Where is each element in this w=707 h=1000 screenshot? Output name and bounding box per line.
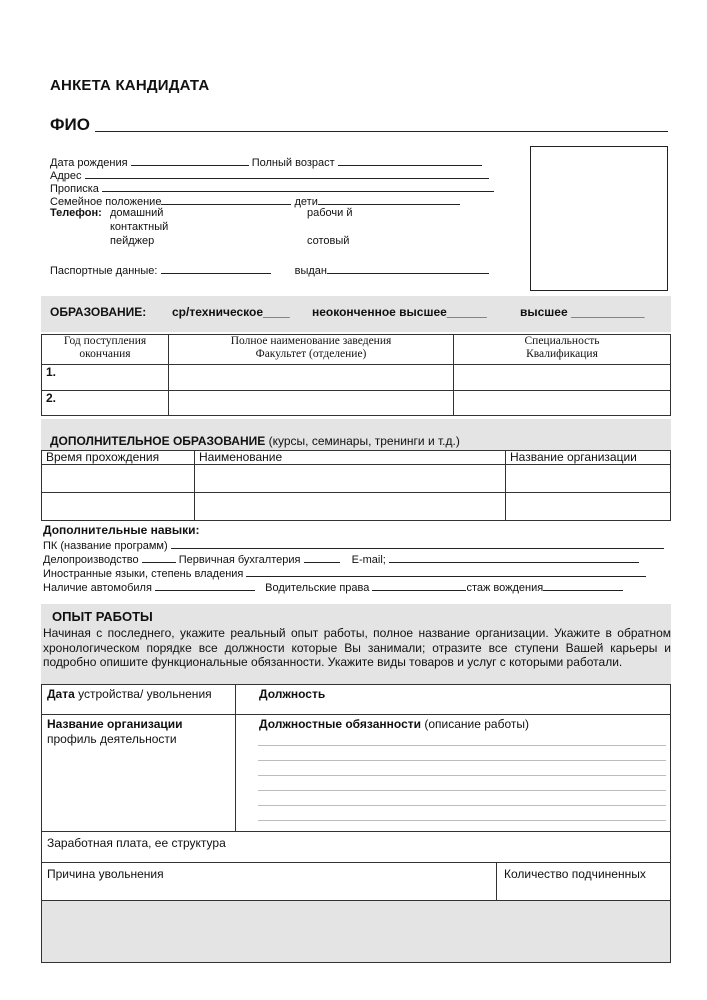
education-option-incomplete[interactable]: неоконченное высшее______	[312, 305, 487, 319]
mobile-label: сотовый	[307, 235, 350, 247]
birth-row	[50, 155, 482, 169]
accounting-field[interactable]	[304, 552, 340, 563]
full-age-field[interactable]	[338, 155, 482, 166]
table-cell[interactable]	[454, 391, 671, 416]
education-col-years: Год поступления окончания	[42, 335, 169, 365]
work-experience-intro: Начиная с последнего, укажите реальный опыт работы, полное название организации. Укажите в обратном хронологическом порядке все должности которые Вы занимали; отразите все ступени Вашей карьеры и подробно опишите функциональные обязанности. Укажите виды товаров и услуг с которыми работали.	[43, 626, 671, 669]
registration-field[interactable]	[102, 181, 494, 192]
pc-field[interactable]	[171, 538, 664, 549]
education-col-specialty: Специальность Квалификация	[454, 335, 671, 365]
phone-label: Телефон:	[50, 207, 102, 219]
table-cell[interactable]	[169, 391, 454, 416]
languages-row	[43, 566, 646, 580]
fio-field[interactable]	[95, 131, 668, 132]
registration-label: Прописка	[50, 183, 99, 195]
marital-row	[50, 194, 460, 208]
pager-label: пейджер	[110, 235, 155, 247]
duties-line[interactable]	[258, 805, 666, 806]
subordinates-label: Количество подчиненных	[504, 867, 646, 881]
education-option-higher[interactable]: высшее ___________	[520, 305, 645, 319]
pc-label: ПК (название программ)	[43, 540, 168, 552]
additional-education-table	[41, 450, 671, 521]
license-label: Водительские права	[265, 582, 370, 594]
pc-row	[43, 538, 664, 552]
table-cell[interactable]	[42, 465, 195, 493]
duties-line[interactable]	[258, 820, 666, 821]
duties-line[interactable]	[258, 775, 666, 776]
org-profile-label: профиль деятельности	[47, 732, 177, 746]
issued-field[interactable]	[327, 263, 489, 274]
table-cell[interactable]	[506, 465, 671, 493]
additional-education-header: ДОПОЛНИТЕЛЬНОЕ ОБРАЗОВАНИЕ	[50, 434, 266, 448]
table-cell[interactable]	[169, 365, 454, 391]
education-table	[41, 334, 671, 416]
marital-label: Семейное положение	[50, 196, 162, 208]
table-row[interactable]	[42, 391, 671, 416]
car-row	[43, 580, 623, 594]
duties-line[interactable]	[258, 745, 666, 746]
skills-header: Дополнительные навыки:	[43, 523, 200, 537]
divider	[41, 714, 671, 715]
home-phone-label: домашний	[110, 207, 164, 219]
additional-col-organization: Название организации	[506, 451, 671, 465]
table-cell[interactable]	[506, 493, 671, 521]
experience-field[interactable]	[543, 580, 623, 591]
car-label: Наличие автомобиля	[43, 582, 152, 594]
birth-date-label: Дата рождения	[50, 157, 128, 169]
issued-label: выдан	[294, 265, 327, 277]
row-number: 2.	[42, 391, 169, 416]
records-row	[43, 552, 639, 566]
records-label: Делопроизводство	[43, 554, 139, 566]
license-field[interactable]	[372, 580, 466, 591]
full-age-label: Полный возраст	[251, 157, 335, 169]
shaded-cell	[42, 901, 670, 962]
children-label: дети	[294, 196, 318, 208]
divider	[41, 962, 671, 963]
children-field[interactable]	[318, 194, 460, 205]
dismissal-reason-label: Причина увольнения	[47, 867, 164, 881]
work-phone-label: рабочи й	[307, 207, 353, 219]
table-row[interactable]	[42, 365, 671, 391]
photo-box[interactable]	[530, 146, 668, 291]
education-header: ОБРАЗОВАНИЕ:	[50, 305, 147, 319]
table-cell[interactable]	[195, 493, 506, 521]
car-field[interactable]	[155, 580, 255, 591]
form-title: АНКЕТА КАНДИДАТА	[50, 77, 210, 94]
additional-education-heading	[50, 434, 460, 448]
additional-col-name: Наименование	[195, 451, 506, 465]
row-number: 1.	[42, 365, 169, 391]
additional-education-note: (курсы, семинары, тренинги и т.д.)	[268, 434, 460, 448]
email-label: E-mail;	[351, 554, 386, 566]
divider	[41, 831, 671, 832]
dates-cell[interactable]: Дата устройства/ увольнения	[47, 687, 212, 701]
languages-label: Иностранные языки, степень владения	[43, 568, 244, 580]
registration-row	[50, 181, 494, 195]
education-col-institution: Полное наименование заведения Факультет (отделение)	[169, 335, 454, 365]
work-experience-header: ОПЫТ РАБОТЫ	[52, 609, 153, 624]
accounting-label: Первичная бухгалтерия	[178, 554, 301, 566]
table-row[interactable]	[42, 493, 671, 521]
table-row[interactable]	[42, 465, 671, 493]
table-cell[interactable]	[454, 365, 671, 391]
passport-row	[50, 263, 489, 277]
salary-label: Заработная плата, ее структура	[47, 836, 226, 850]
education-option-technical[interactable]: ср/техническое____	[172, 305, 290, 319]
table-cell[interactable]	[195, 465, 506, 493]
contact-phone-label: контактный	[110, 221, 169, 233]
address-label: Адрес	[50, 170, 82, 182]
passport-field[interactable]	[161, 263, 271, 274]
duties-line[interactable]	[258, 760, 666, 761]
divider	[235, 684, 236, 831]
additional-col-time: Время прохождения	[42, 451, 195, 465]
fio-label: ФИО	[50, 115, 90, 134]
marital-field[interactable]	[161, 194, 291, 205]
records-field[interactable]	[142, 552, 176, 563]
address-field[interactable]	[85, 168, 489, 179]
table-cell[interactable]	[42, 493, 195, 521]
email-field[interactable]	[389, 552, 639, 563]
address-row	[50, 168, 489, 182]
birth-date-field[interactable]	[131, 155, 249, 166]
languages-field[interactable]	[246, 566, 646, 577]
duties-label: Должностные обязанности (описание работы)	[259, 717, 529, 731]
experience-label: стаж вождения	[466, 582, 544, 594]
passport-label: Паспортные данные:	[50, 265, 158, 277]
duties-line[interactable]	[258, 790, 666, 791]
org-name-label: Название организации	[47, 717, 183, 731]
position-cell[interactable]: Должность	[259, 687, 326, 701]
divider	[41, 862, 671, 863]
divider	[496, 862, 497, 900]
